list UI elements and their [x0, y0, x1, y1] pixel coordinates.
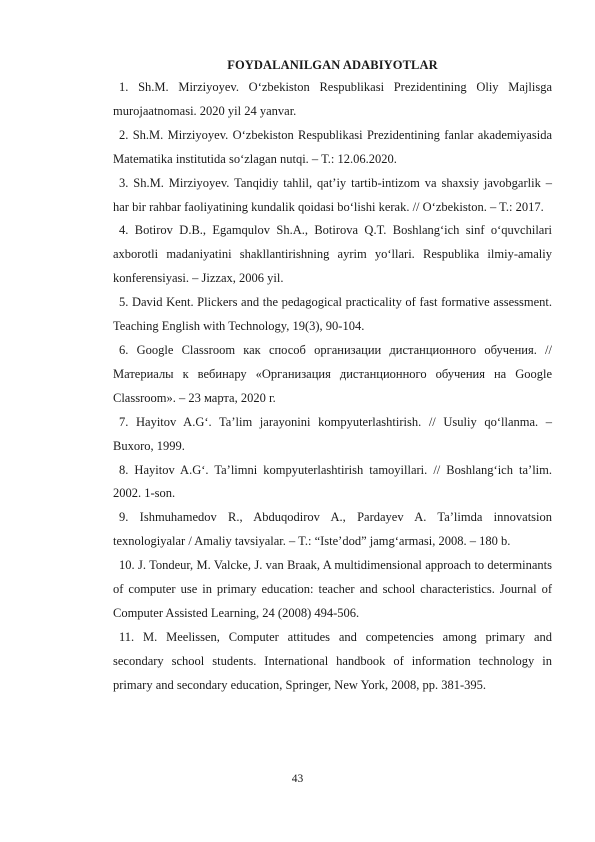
page-content [113, 56, 552, 698]
references-list [113, 76, 552, 698]
reference-item: 6. Google Classroom как способ организации дистанционного обучения. // Материалы к вебинару «Организация дистанционного обучения на Google Classroom». – 23 марта, 2020 г. [113, 342, 552, 405]
reference-item: 7. Hayitov A.G‘. Ta’lim jarayonini kompyuterlashtirish. // Usuliy qo‘llanma. – Buxoro, 1999. [113, 414, 552, 453]
references-heading: FOYDALANILGAN ADABIYOTLAR [227, 58, 438, 72]
reference-item: 11. M. Meelissen, Computer attitudes and competencies among primary and secondary school students. International handbook of information technology in primary and secondary education, Springer, New York, 2008, pp. 381-395. [113, 629, 552, 692]
page-number: 43 [291, 773, 304, 785]
reference-item: 8. Hayitov A.G‘. Ta’limni kompyuterlashtirish tamoyillari. // Boshlang‘ich ta’lim. 2002. 1-son. [113, 462, 552, 501]
reference-item: 3. Sh.M. Mirziyoyev. Tanqidiy tahlil, qat’iy tartib-intizom va shaxsiy javobgarlik – har bir rahbar faoliyatining kundalik qoidasi bo‘lishi kerak. // O‘zbekiston. – T.: 2017. [113, 175, 552, 214]
reference-item: 1. Sh.M. Mirziyoyev. O‘zbekiston Respublikasi Prezidentining Oliy Majlisga murojaatnomasi. 2020 yil 24 yanvar. [113, 80, 552, 118]
reference-item: 4. Botirov D.B., Egamqulov Sh.A., Botirova Q.T. Boshlang‘ich sinf o‘quvchilari axborotli madaniyatini shakllantirishning ayrim yo‘llari. Respublika ilmiy-amaliy konferensiyasi. – Jizzax, 2006 yil. [113, 223, 552, 286]
reference-item: 5. David Kent. Plickers and the pedagogical practicality of fast formative assessment. Teaching English with Technology, 19(3), 90-104. [113, 295, 552, 334]
reference-item: 9. Ishmuhamedov R., Abduqodirov A., Pardayev A. Ta’limda innovatsion texnologiyalar / Amaliy tavsiyalar. – T.: “Iste’dod” jamg‘armasi, 2008. – 180 b. [113, 510, 552, 549]
reference-item: 2. Sh.M. Mirziyoyev. O‘zbekiston Respublikasi Prezidentining fanlar akademiyasida Matematika institutida so‘zlagan nutqi. – T.: 12.06.2020. [113, 127, 552, 166]
reference-item: 10. J. Tondeur, M. Valcke, J. van Braak, A multidimensional approach to determinants of computer use in primary education: teacher and school characteristics. Journal of Computer Assisted Learning, 24 (2008) 494-506. [113, 558, 552, 620]
